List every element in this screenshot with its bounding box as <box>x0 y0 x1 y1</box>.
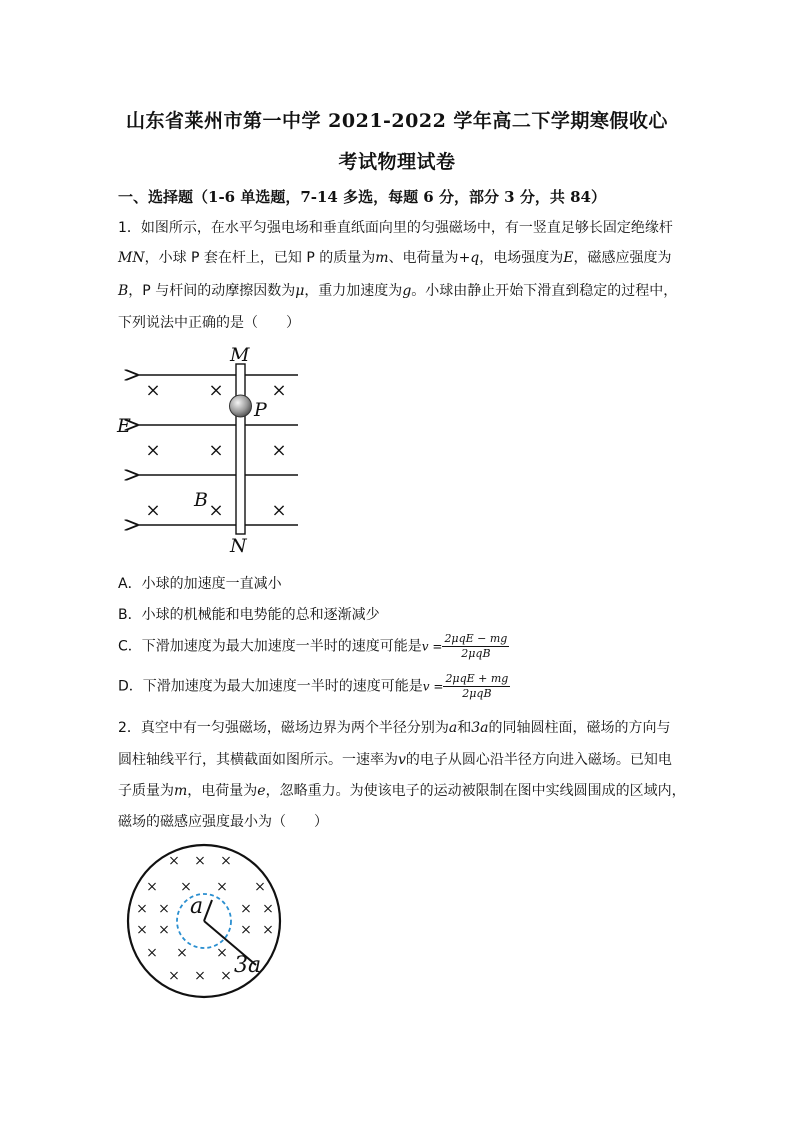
option-d-v: v = <box>422 679 444 694</box>
label-3a: 3a <box>234 953 262 978</box>
var-b: B <box>118 283 129 299</box>
q1-l3-text3: 。小球由静止开始下滑直到稳定的过程中， <box>411 283 678 299</box>
ball-p <box>230 395 252 417</box>
cross-mark: × <box>136 901 148 917</box>
cross-mark: × <box>194 853 206 869</box>
q1-l2-text2: 、电荷量为 <box>388 250 459 266</box>
option-d-text: D．下滑加速度为最大加速度一半时的速度可能是 <box>118 678 423 695</box>
q2-l3-text3: ，忽略重力。为使该电子的运动被限制在图中实线圆围成的区域内， <box>265 783 686 799</box>
frac-num: 2μqE + mg <box>445 672 509 685</box>
option-d <box>118 672 510 701</box>
q1-l3-text: ，P 与杆间的动摩擦因数为 <box>128 283 296 299</box>
cross-mark: × <box>145 440 161 461</box>
cross-mark: × <box>240 922 252 938</box>
option-c <box>118 632 509 661</box>
cross-mark: × <box>194 968 206 984</box>
label-a: a <box>190 894 204 919</box>
q2-l2-text2: 的电子从圆心沿半径方向进入磁场。已知电 <box>405 752 672 768</box>
q2-line3 <box>118 780 686 800</box>
q1-l2-text3: ，电场强度为 <box>479 250 564 266</box>
frac-den: 2μqB <box>461 647 491 660</box>
option-d-fraction <box>443 672 510 701</box>
frac-num: 2μqE − mg <box>444 632 508 645</box>
cross-mark: × <box>240 901 252 917</box>
radius-a <box>204 900 212 921</box>
q1-l2-text4: ，磁感应强度为 <box>573 250 672 266</box>
var-3a: 3a <box>471 720 489 736</box>
cross-mark: × <box>136 922 148 938</box>
frac-den: 2μqB <box>462 687 492 700</box>
var-m: m <box>375 250 389 266</box>
var-a: a <box>448 720 458 736</box>
cross-mark: × <box>254 879 266 895</box>
q1-line1: 1．如图所示，在水平匀强电场和垂直纸面向里的匀强磁场中，有一竖直足够长固定绝缘杆 <box>118 220 673 236</box>
cross-mark: × <box>146 879 158 895</box>
option-c-v: v = <box>421 639 443 654</box>
insulating-rod <box>236 364 245 534</box>
q2-l3-text: 子质量为 <box>118 783 174 799</box>
q2-figure <box>122 842 292 1010</box>
option-c-fraction <box>442 632 509 661</box>
q1-l3-text2: ，重力加速度为 <box>304 283 403 299</box>
page-title-line2: 考试物理试卷 <box>338 151 456 173</box>
cross-mark: × <box>271 380 287 401</box>
cross-mark: × <box>145 500 161 521</box>
label-p: P <box>254 399 267 421</box>
cross-mark: × <box>168 853 180 869</box>
var-m2: m <box>174 783 188 799</box>
var-g: g <box>402 283 412 299</box>
cross-mark: × <box>262 901 274 917</box>
q2-l2-text: 圆柱轴线平行，其横截面如图所示。一速率为 <box>118 752 398 768</box>
cross-mark: × <box>216 945 228 961</box>
cross-mark: × <box>145 380 161 401</box>
cross-mark: × <box>262 922 274 938</box>
cross-mark: × <box>208 440 224 461</box>
cross-mark: × <box>146 945 158 961</box>
cross-mark: × <box>208 380 224 401</box>
q1-line3 <box>118 280 677 300</box>
var-v: v <box>398 752 406 768</box>
label-b: B <box>194 489 208 511</box>
q2-l3-text2: ，电荷量为 <box>187 783 258 799</box>
var-e2: e <box>257 783 266 799</box>
option-b: B．小球的机械能和电势能的总和逐渐减少 <box>118 607 380 623</box>
label-m: M <box>230 344 250 366</box>
option-c-text: C．下滑加速度为最大加速度一半时的速度可能是 <box>118 638 422 655</box>
q2-line2 <box>118 749 672 769</box>
cross-mark: × <box>158 922 170 938</box>
cross-mark: × <box>208 500 224 521</box>
q2-l1-text3: 的同轴圆柱面，磁场的方向与 <box>488 720 671 736</box>
var-mu: μ <box>295 283 305 299</box>
var-e: E <box>563 250 574 266</box>
cross-mark: × <box>158 901 170 917</box>
q2-line1 <box>118 717 671 737</box>
q1-figure <box>112 340 332 558</box>
cross-mark: × <box>176 945 188 961</box>
q2-line4: 磁场的磁感应强度最小为（ ） <box>118 814 328 830</box>
cross-mark: × <box>168 968 180 984</box>
cross-mark: × <box>271 500 287 521</box>
cross-mark: × <box>180 879 192 895</box>
var-q: +q <box>458 250 480 266</box>
cross-mark: × <box>220 853 232 869</box>
option-a: A．小球的加速度一直减小 <box>118 576 282 592</box>
q1-l2-text: ，小球 P 套在杆上，已知 P 的质量为 <box>144 250 376 266</box>
cross-mark: × <box>271 440 287 461</box>
q2-l1-text: 2．真空中有一匀强磁场，磁场边界为两个半径分别为 <box>118 720 449 736</box>
label-n: N <box>230 535 247 557</box>
q1-line4: 下列说法中正确的是（ ） <box>118 315 300 331</box>
cross-mark: × <box>220 968 232 984</box>
label-e: E <box>117 415 131 437</box>
var-mn: MN <box>118 250 145 266</box>
q1-line2 <box>118 247 672 267</box>
page-title-line1: 山东省莱州市第一中学 2021-2022 学年高二下学期寒假收心 <box>126 110 668 132</box>
q2-l1-text2: 和 <box>457 720 472 736</box>
section-heading: 一、选择题（1-6 单选题，7-14 多选，每题 6 分，部分 3 分，共 84） <box>118 188 606 206</box>
cross-mark: × <box>216 879 228 895</box>
